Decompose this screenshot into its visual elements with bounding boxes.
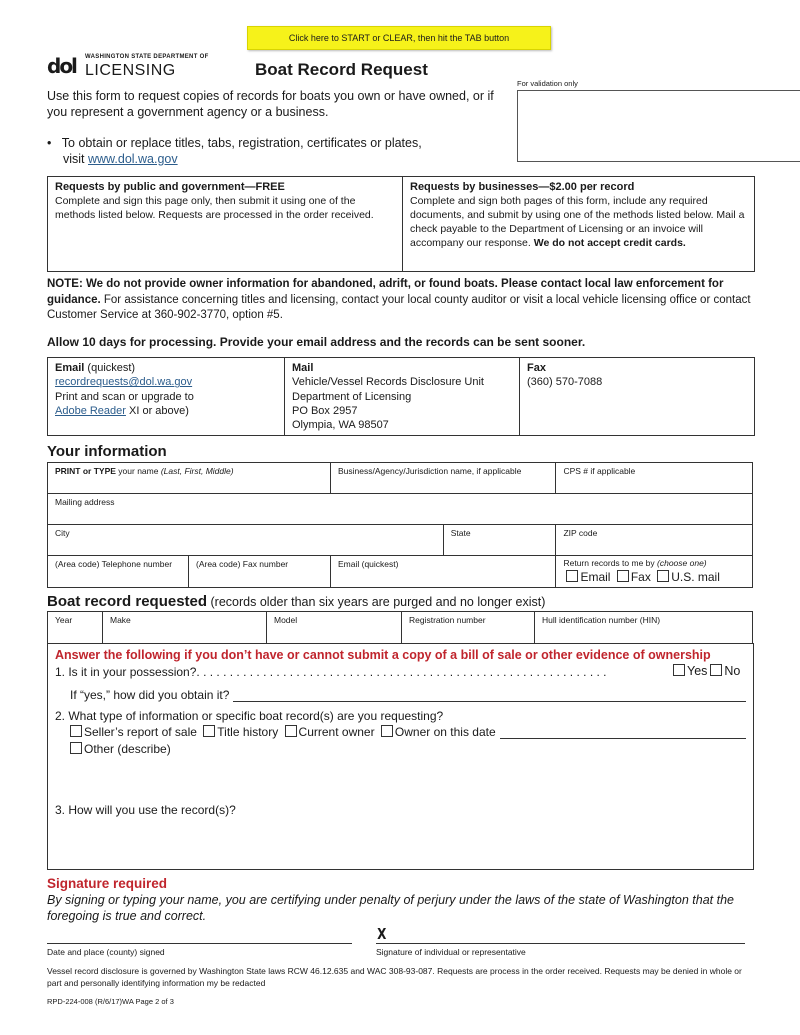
boat-heading-sub: (records older than six years are purged and no longer exist) — [207, 595, 546, 609]
dol-logo — [47, 52, 207, 80]
q1-text: 1. Is it in your possession?. . . . . . . . . . . . . . . . . . . . . . . . . . . . . . . . . . . . . . . . . . . . . . . . . . . . . . . . . . . . . . — [55, 665, 607, 679]
name-label-bold: PRINT or TYPE — [55, 466, 116, 476]
email-title: Email — [55, 362, 85, 374]
business-field[interactable]: Business/Agency/Jurisdiction name, if applicable — [331, 463, 556, 494]
mail-title: Mail — [292, 362, 314, 374]
intro-text: Use this form to request copies of records for boats you own or have owned, or if you represent a government agency or a business. — [47, 89, 494, 119]
note-text — [47, 277, 757, 324]
mail-line: Olympia, WA 98507 — [292, 419, 389, 432]
boat-heading-title: Boat record requested — [47, 593, 208, 610]
signature-label: Signature of individual or representative — [376, 947, 526, 957]
fax-field[interactable]: (Area code) Fax number — [189, 556, 331, 588]
dol-logo-mark: dol — [47, 54, 76, 78]
q1-yes-label: Yes — [687, 664, 708, 678]
mailing-address-field[interactable]: Mailing address — [48, 494, 753, 525]
q1-follow-label: If “yes,” how did you obtain it? — [70, 688, 230, 702]
ownership-questions-box — [47, 643, 754, 870]
q3-text: 3. How will you use the record(s)? — [55, 803, 236, 817]
processing-time: Allow 10 days for processing. Provide your email address and the records can be sent sooner. — [47, 335, 586, 349]
current-owner-label: Current owner — [298, 725, 375, 739]
return-mail-label: U.S. mail — [671, 570, 720, 584]
cps-field[interactable]: CPS # if applicable — [556, 463, 753, 494]
public-fee-text: Complete and sign this page only, then submit it using one of the methods listed below. Requests are processed in the order received. — [55, 195, 374, 221]
bullet-text: To obtain or replace titles, tabs, registration, certificates or plates, — [61, 136, 422, 150]
contact-methods-box — [47, 357, 755, 436]
signature-line[interactable] — [376, 943, 745, 944]
fax-number: (360) 570-7088 — [527, 376, 603, 389]
public-fee-title: Requests by public and government—FREE — [55, 181, 285, 193]
q1-yes-checkbox[interactable] — [673, 664, 685, 676]
signature-x-mark: X — [377, 925, 387, 943]
title-history-checkbox[interactable] — [203, 725, 215, 737]
q1-follow-input[interactable] — [233, 688, 746, 702]
adobe-reader-link[interactable]: Adobe Reader — [55, 404, 126, 417]
return-fax-label: Fax — [630, 570, 651, 584]
your-info-table — [47, 462, 753, 588]
business-fee-text: Complete and sign both pages of this form, include any required documents, and submit by using one of the methods listed below. Mail a check payable to the Department of Licensing or an invoice will accompany our response. — [410, 195, 745, 249]
email-field[interactable]: Email (quickest) — [331, 556, 556, 588]
form-id: RPD-224-008 (R/6/17)WA Page 2 of 3 — [47, 997, 174, 1006]
reader-rest: XI or above) — [125, 404, 189, 417]
date-place-line[interactable] — [47, 943, 352, 944]
model-field[interactable]: Model — [267, 612, 402, 644]
state-field[interactable]: State — [443, 525, 556, 556]
other-checkbox[interactable] — [70, 742, 82, 754]
boat-heading — [47, 593, 545, 611]
mail-line: Vehicle/Vessel Records Disclosure Unit — [292, 376, 484, 389]
name-field[interactable] — [48, 463, 331, 494]
logo-name: LICENSING — [85, 62, 176, 79]
phone-field[interactable]: (Area code) Telephone number — [48, 556, 189, 588]
business-fee-bold: We do not accept credit cards. — [533, 237, 686, 249]
return-mail-checkbox[interactable] — [657, 570, 669, 582]
owner-date-input[interactable] — [500, 725, 746, 739]
signature-heading: Signature required — [47, 876, 168, 891]
disclosure-footer: Vessel record disclosure is governed by Washington State laws RCW 46.12.635 and WAC 308-93-087. Requests are process in the order received. Requests may be denied in whole or part and personally identifying information my be redacted — [47, 966, 742, 988]
fee-info-box — [47, 176, 755, 272]
business-fee-title: Requests by businesses—$2.00 per record — [410, 181, 635, 193]
hin-field[interactable]: Hull identification number (HIN) — [535, 612, 753, 644]
return-email-label: Email — [580, 570, 611, 584]
your-info-heading: Your information — [47, 443, 167, 460]
sellers-report-checkbox[interactable] — [70, 725, 82, 737]
title-history-label: Title history — [217, 725, 279, 739]
current-owner-checkbox[interactable] — [285, 725, 297, 737]
owner-on-date-label: Owner on this date — [394, 725, 496, 739]
owner-on-date-checkbox[interactable] — [381, 725, 393, 737]
registration-field[interactable]: Registration number — [402, 612, 535, 644]
logo-dept: WASHINGTON STATE DEPARTMENT OF — [85, 54, 209, 60]
other-label: Other (describe) — [84, 742, 171, 756]
email-sub: (quickest) — [84, 362, 136, 374]
return-email-checkbox[interactable] — [566, 570, 578, 582]
make-field[interactable]: Make — [103, 612, 267, 644]
email-link[interactable]: recordrequests@dol.wa.gov — [55, 376, 193, 389]
mail-line: PO Box 2957 — [292, 404, 358, 417]
return-fax-checkbox[interactable] — [617, 570, 629, 582]
city-field[interactable]: City — [48, 525, 444, 556]
q1-no-checkbox[interactable] — [710, 664, 722, 676]
q1-no-label: No — [724, 664, 741, 678]
dol-website-link[interactable]: www.dol.wa.gov — [88, 152, 178, 166]
page-title: Boat Record Request — [255, 60, 428, 79]
return-method-cell — [556, 556, 753, 588]
date-place-label: Date and place (county) signed — [47, 947, 165, 957]
bullet-visit: visit — [63, 152, 88, 166]
email-line: Print and scan or upgrade to — [55, 390, 194, 403]
sellers-report-label: Seller’s report of sale — [84, 725, 197, 739]
name-label-italic: (Last, First, Middle) — [160, 466, 234, 476]
validation-box — [517, 90, 800, 162]
signature-statement: By signing or typing your name, you are certifying under penalty of perjury under the laws of the state of Washington that the foregoing is true and correct. — [47, 893, 734, 923]
return-label-italic: (choose one) — [657, 558, 707, 568]
fax-title: Fax — [527, 362, 546, 374]
boat-table — [47, 611, 753, 644]
name-label: your name — [115, 466, 161, 476]
ownership-instruction: Answer the following if you don’t have or cannot submit a copy of a bill of sale or other evidence of ownership — [55, 648, 711, 662]
bullet-item: • To obtain or replace titles, tabs, registration, certificates or plates, visit www.dol.wa.gov — [47, 136, 422, 166]
validation-label: For validation only — [517, 79, 578, 88]
mail-line: Department of Licensing — [292, 390, 412, 403]
return-label: Return records to me by — [563, 558, 658, 568]
zip-field[interactable]: ZIP code — [556, 525, 753, 556]
note-rest: For assistance concerning titles and licensing, contact your local county auditor or visit a local vehicle licensing office or contact Customer Service at 360-902-3770, option #5. — [47, 293, 751, 321]
start-clear-button[interactable]: Click here to START or CLEAR, then hit the TAB button — [247, 26, 551, 50]
note-bold: NOTE: We do not provide owner information for abandoned, adrift, or found boats. Please contact local law enforcement for guidance. — [47, 278, 724, 306]
year-field[interactable]: Year — [48, 612, 103, 644]
q2-text: 2. What type of information or specific boat record(s) are you requesting? — [55, 709, 444, 723]
